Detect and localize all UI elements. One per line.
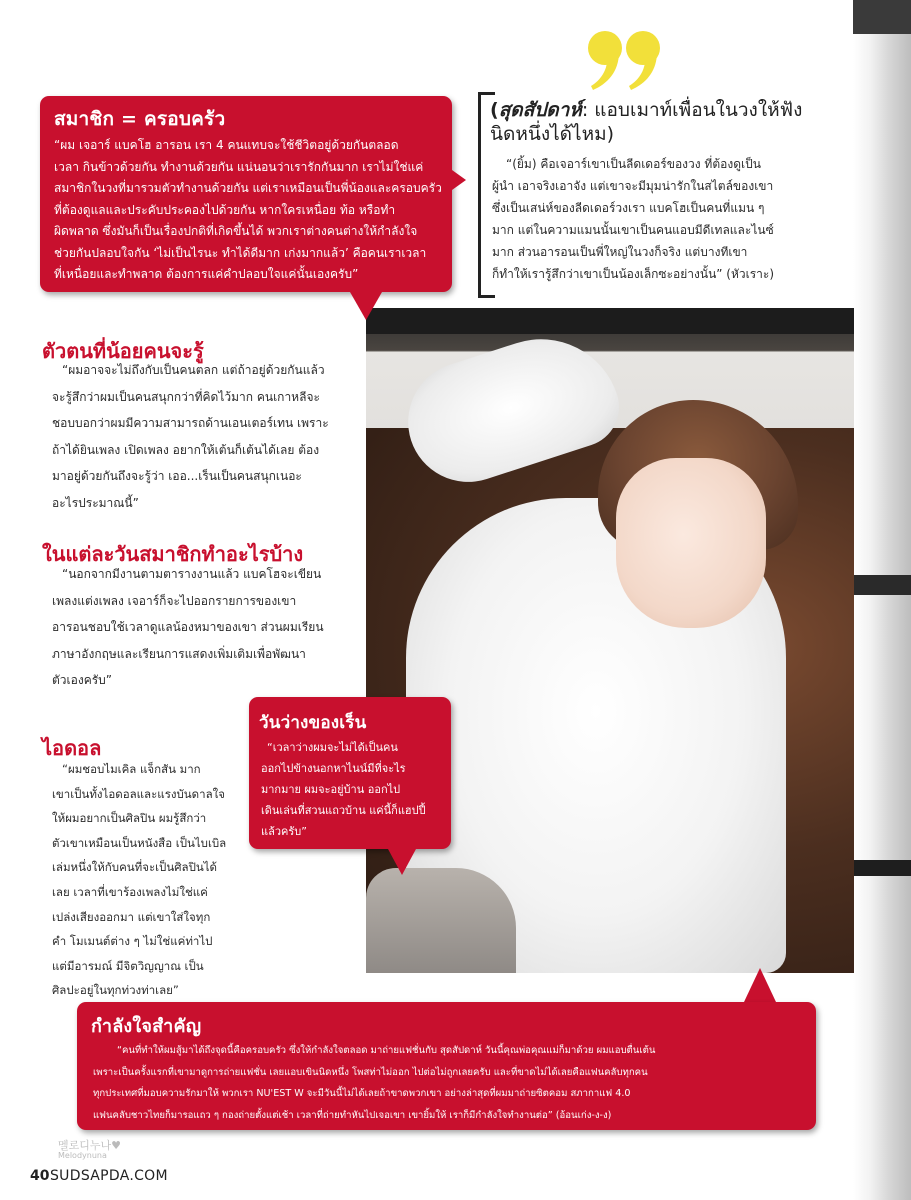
family-box-tail xyxy=(350,292,382,320)
section-line: ชอบบอกว่าผมมีความสามารถด้านเอนเตอร์เทน เพราะ xyxy=(52,416,329,430)
freetime-box-line: มากมาย ผมจะอยู่บ้าน ออกไป xyxy=(261,783,401,796)
support-box-line: แฟนคลับชาวไทยก็มารอแถว ๆ กองถ่ายตั้งแต่เช้า เวลาที่ถ่ายทำหันไปเจอเขา เขายิ้มให้ เราก็มีกำลังใจทำงานต่อ” (อ้อนเก่ง-ง-ง) xyxy=(93,1109,612,1121)
section-line: เพลงแต่งเพลง เจอาร์ก็จะไปออกรายการของเขา xyxy=(52,593,297,608)
section-line: ตัวเขาเหมือนเป็นหนังสือ เป็นไบเบิล xyxy=(52,835,227,850)
section-line: “ผมชอบไมเคิล แจ็กสัน มาก xyxy=(62,762,201,776)
watermark-korean: 멜로디누나♥ xyxy=(58,1139,121,1152)
section-line: เขาเป็นทั้งไอดอลและแรงบันดาลใจ xyxy=(52,786,225,801)
quote-answer-line: มาก แต่ในความแมนนั้นเขาเป็นคนแอบมีดีเทลและไนซ์ xyxy=(492,223,774,237)
section-line: เลย เวลาที่เขาร้องเพลงไม่ใช่แค่ xyxy=(52,884,208,899)
freetime-box-line: เดินเล่นที่สวนแถวบ้าน แค่นี้ก็แฮปปี้ xyxy=(261,804,426,817)
watermark-latin: Melodynuna xyxy=(58,1151,107,1160)
freetime-box-line: ออกไปข้างนอกหาไนน์มีที่จะไร xyxy=(261,762,406,775)
family-box-line: ผิดพลาด ซึ่งมันก็เป็นเรื่องปกติที่เกิดขึ้นได้ พวกเราต่างคนต่างให้กำลังใจ xyxy=(54,224,418,238)
section-body xyxy=(52,757,252,1003)
section-title: ในแต่ละวันสมาชิกทำอะไรบ้าง xyxy=(42,542,304,566)
family-box-line: เวลา กินข้าวด้วยกัน ทำงานด้วยกัน แน่นอนว่าเรารักกันมาก เราไม่ใช่แค่ xyxy=(54,159,424,174)
support-box-line: “คนที่ทำให้ผมสู้มาได้ถึงจุดนี้คือครอบครัว ซึ่งให้กำลังใจตลอด มาถ่ายแฟชั่นกับ สุดสัปดาห์ วันนี้คุณพ่อคุณแม่ก็มาด้วย ผมแอบตื่นเต้น xyxy=(117,1045,656,1056)
page-edge-dark-block xyxy=(853,575,911,595)
freetime-box-title: วันว่างของเร็น xyxy=(259,713,367,733)
section-line: “ผมอาจจะไม่ถึงกับเป็นคนตลก แต่ถ้าอยู่ด้วยกันแล้ว xyxy=(62,363,325,377)
section-body xyxy=(52,357,352,516)
quote-question-text: : แอบเมาท์เพื่อนในวงให้ฟัง xyxy=(581,99,803,121)
footer-site: SUDSAPDA.COM xyxy=(50,1168,168,1184)
section-line: “นอกจากมีงานตามตารางงานแล้ว แบคโฮจะเขียน xyxy=(62,567,322,581)
section-line: คำ โมเมนต์ต่าง ๆ ไม่ใช่แค่ท่าไป xyxy=(52,934,213,949)
family-box-line: ที่เหนื่อยและทำพลาด ต้องการแค่คำปลอบใจแค่นั้นเองครับ” xyxy=(54,267,359,281)
section-line: จะรู้สึกว่าผมเป็นคนสนุกกว่าที่คิดไว้มาก คนเกาหลีจะ xyxy=(52,389,320,404)
section-line: เปล่งเสียงออกมา แต่เขาใส่ใจทุก xyxy=(52,909,211,924)
watermark xyxy=(58,1140,121,1160)
page-edge-dark-block xyxy=(853,860,911,876)
freetime-box-line: “เวลาว่างผมจะไม่ได้เป็นคน xyxy=(267,741,398,754)
family-box-line: สมาชิกในวงที่มารวมตัวทำงานด้วยกัน แต่เราเหมือนเป็นพี่น้องและครอบครัว xyxy=(54,181,442,195)
section-line: มาอยู่ด้วยกันถึงจะรู้ว่า เออ...เร็นเป็นคนสนุกเนอะ xyxy=(52,469,302,483)
page-number: 40 xyxy=(30,1168,50,1184)
section-line: ให้ผมอยากเป็นศิลปิน ผมรู้สึกว่า xyxy=(52,811,207,826)
quote-marks-icon xyxy=(585,26,665,96)
quote-answer-line: “(ยิ้ม) คือเจอาร์เขาเป็นลีดเดอร์ของวง ที่ต้องดูเป็น xyxy=(506,157,761,171)
support-box-tail xyxy=(744,968,776,1002)
freetime-box xyxy=(249,697,451,849)
section-line: อารอนชอบใช้เวลาดูแลน้องหมาของเขา ส่วนผมเรียน xyxy=(52,620,324,634)
section-title: ตัวตนที่น้อยคนจะรู้ xyxy=(42,339,204,363)
section-line: เล่มหนึ่งให้กับคนที่จะเป็นศิลปินได้ xyxy=(52,860,217,875)
support-box xyxy=(77,1002,816,1130)
page-edge-dark-block xyxy=(853,0,911,34)
family-box-body xyxy=(54,135,442,286)
section-title: ไอดอล xyxy=(42,736,102,760)
family-box-tail xyxy=(452,170,466,190)
section-line: อะไรประมาณนี้” xyxy=(52,495,139,510)
quote-question-magazine: สุดสัปดาห์ xyxy=(498,99,582,121)
photo-frame-bar xyxy=(366,308,854,334)
photo-jeans xyxy=(366,868,516,973)
section-body xyxy=(52,561,352,694)
quote-question xyxy=(490,98,870,146)
portrait-photo xyxy=(366,308,854,973)
support-box-title: กำลังใจสำคัญ xyxy=(91,1016,202,1037)
freetime-box-line: แล้วครับ” xyxy=(261,825,307,838)
page-edge-strip xyxy=(853,0,911,1200)
family-box-line: ช่วยกันปลอบใจกัน ‘ไม่เป็นไรนะ ทำได้ดีมาก เก่งมากแล้ว’ คือคนเราเวลา xyxy=(54,245,427,260)
support-box-line: เพราะเป็นครั้งแรกที่เขามาดูการถ่ายแฟชั่น เลยแอบเขินนิดหนึ่ง โพสท่าไม่ออก ไปต่อไม่ถูกเลยครับ และที่ขาดไม่ได้เลยคือแฟนคลับทุกคน xyxy=(93,1066,648,1078)
section-line: ตัวเองครับ” xyxy=(52,673,113,687)
family-box-line: ที่ต้องดูแลและประคับประคองไปด้วยกัน หากใครเหนื่อย ท้อ หรือทำ xyxy=(54,202,396,217)
freetime-box-body xyxy=(261,737,451,842)
quote-answer-line: ผู้นำ เอาจริงเอาจัง แต่เขาจะมีมุมน่ารักในสไตล์ของเขา xyxy=(492,179,774,193)
quote-answer-line: ก็ทำให้เรารู้สึกว่าเขาเป็นน้องเล็กซะอย่างนั้น” (หัวเราะ) xyxy=(492,267,775,281)
section-line: แต่มีอารมณ์ มีจิตวิญญาณ เป็น xyxy=(52,958,204,973)
section-line: ภาษาอังกฤษและเรียนการแสดงเพิ่มเติมเพื่อพัฒนา xyxy=(52,646,306,661)
quote-answer-line: ซึ่งเป็นเสน่ห์ของลีดเดอร์วงเรา แบคโฮเป็นคนที่แมน ๆ xyxy=(492,201,765,215)
photo-face xyxy=(616,458,766,628)
quote-question-line2: นิดหนึ่งได้ไหม) xyxy=(490,123,615,145)
quote-answer xyxy=(492,153,832,285)
section-line: ศิลปะอยู่ในทุกท่วงท่าเลย” xyxy=(52,983,179,998)
quote-answer-line: มาก ส่วนอารอนเป็นพี่ใหญ่ในวงก็จริง แต่บางทีเขา xyxy=(492,245,748,259)
freetime-box-tail xyxy=(388,849,416,875)
family-box xyxy=(40,96,452,292)
quote-question-open-paren: ( xyxy=(490,99,499,121)
support-box-body xyxy=(93,1040,813,1126)
family-box-title: สมาชิก = ครอบครัว xyxy=(54,108,226,130)
section-line: ถ้าได้ยินเพลง เปิดเพลง อยากให้เต้นก็เต้นได้เลย ต้อง xyxy=(52,442,320,457)
family-box-line: “ผม เจอาร์ แบคโฮ อารอน เรา 4 คนแทบจะใช้ชีวิตอยู่ด้วยกันตลอด xyxy=(54,138,399,152)
support-box-line: ทุกประเทศที่มอบความรักมาให้ พวกเรา NU'EST W จะมีวันนี้ไม่ได้เลยถ้าขาดพวกเขา อย่างล่าสุดที่ผมมาถ่ายซิตคอม สภากาแฟ 4.0 xyxy=(93,1088,631,1099)
